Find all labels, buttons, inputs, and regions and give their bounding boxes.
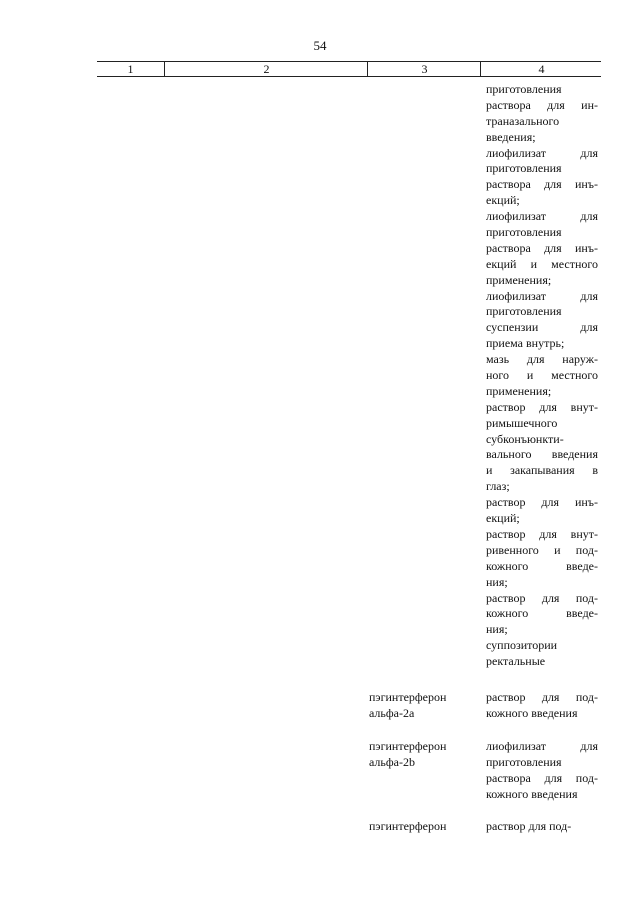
text-line: раствор для внут- — [486, 399, 598, 414]
text-line: приготовления — [486, 754, 562, 769]
text-line: применения; — [486, 383, 552, 398]
header-cell-4: 4 — [480, 62, 602, 76]
text-line: введения; — [486, 129, 536, 144]
header-cell-2: 2 — [164, 62, 368, 76]
text-line: ректальные — [486, 654, 546, 669]
text-line: раствор для внут- — [486, 526, 598, 541]
drug-name-line: пэгинтерферон — [369, 739, 447, 753]
text-line: екций; — [486, 193, 520, 208]
text-line: ния; — [486, 574, 508, 589]
text-line: раствор для инъ- — [486, 495, 598, 510]
header-cell-1: 1 — [127, 62, 134, 76]
dosage-forms-cell — [486, 739, 598, 803]
drug-name-line: альфа-2a — [369, 705, 415, 720]
text-line: раствора для инъ- — [486, 177, 598, 192]
text-line: и закапывания в — [486, 463, 598, 478]
text-line: приготовления — [486, 304, 562, 319]
drug-name-line: пэгинтерферон — [369, 690, 447, 704]
text-line: вального введения — [486, 447, 598, 462]
text-line: приема внутрь; — [486, 336, 565, 351]
text-line: раствора для инъ- — [486, 240, 598, 255]
drug-name-line: пэгинтерферон — [369, 819, 447, 833]
drug-name-cell — [369, 690, 469, 722]
text-line: лиофилизат для — [486, 209, 598, 224]
text-line: мазь для наруж- — [486, 352, 598, 367]
text-line: раствор для под- — [486, 819, 572, 833]
text-line: траназального — [486, 113, 560, 128]
text-line: лиофилизат для — [486, 739, 598, 753]
text-line: лиофилизат для — [486, 288, 598, 303]
dosage-forms-cell — [486, 690, 598, 722]
table-header-row — [97, 61, 601, 77]
text-line: кожного введе- — [486, 606, 598, 621]
text-line: екций; — [486, 511, 520, 526]
text-line: ния; — [486, 622, 508, 637]
dosage-forms-cell — [486, 819, 598, 835]
text-line: екций и местного — [486, 256, 598, 271]
text-line: кожного введения — [486, 705, 578, 720]
text-line: приготовления — [486, 161, 562, 176]
text-line: раствор для под- — [486, 690, 598, 704]
drug-name-cell — [369, 739, 469, 771]
text-line: ривенного и под- — [486, 542, 598, 557]
text-line: суппозитории — [486, 638, 558, 653]
text-line: раствора для ин- — [486, 97, 598, 112]
text-line: приготовления — [486, 82, 562, 96]
text-line: суспензии для — [486, 320, 598, 335]
drug-name-cell — [369, 819, 469, 835]
text-line: римышечного — [486, 415, 558, 430]
text-line: кожного введения — [486, 786, 578, 801]
text-line: раствора для под- — [486, 770, 598, 785]
text-line: приготовления — [486, 225, 562, 240]
page-number: 54 — [313, 38, 327, 53]
text-line: применения; — [486, 272, 552, 287]
drug-name-line: альфа-2b — [369, 754, 415, 769]
header-cell-3: 3 — [367, 62, 481, 76]
text-line: раствор для под- — [486, 590, 598, 605]
text-line: кожного введе- — [486, 558, 598, 573]
text-line: глаз; — [486, 479, 510, 494]
dosage-forms-column — [486, 82, 598, 670]
text-line: ного и местного — [486, 368, 598, 383]
text-line: лиофилизат для — [486, 145, 598, 160]
text-line: субконъюнкти- — [486, 431, 564, 446]
